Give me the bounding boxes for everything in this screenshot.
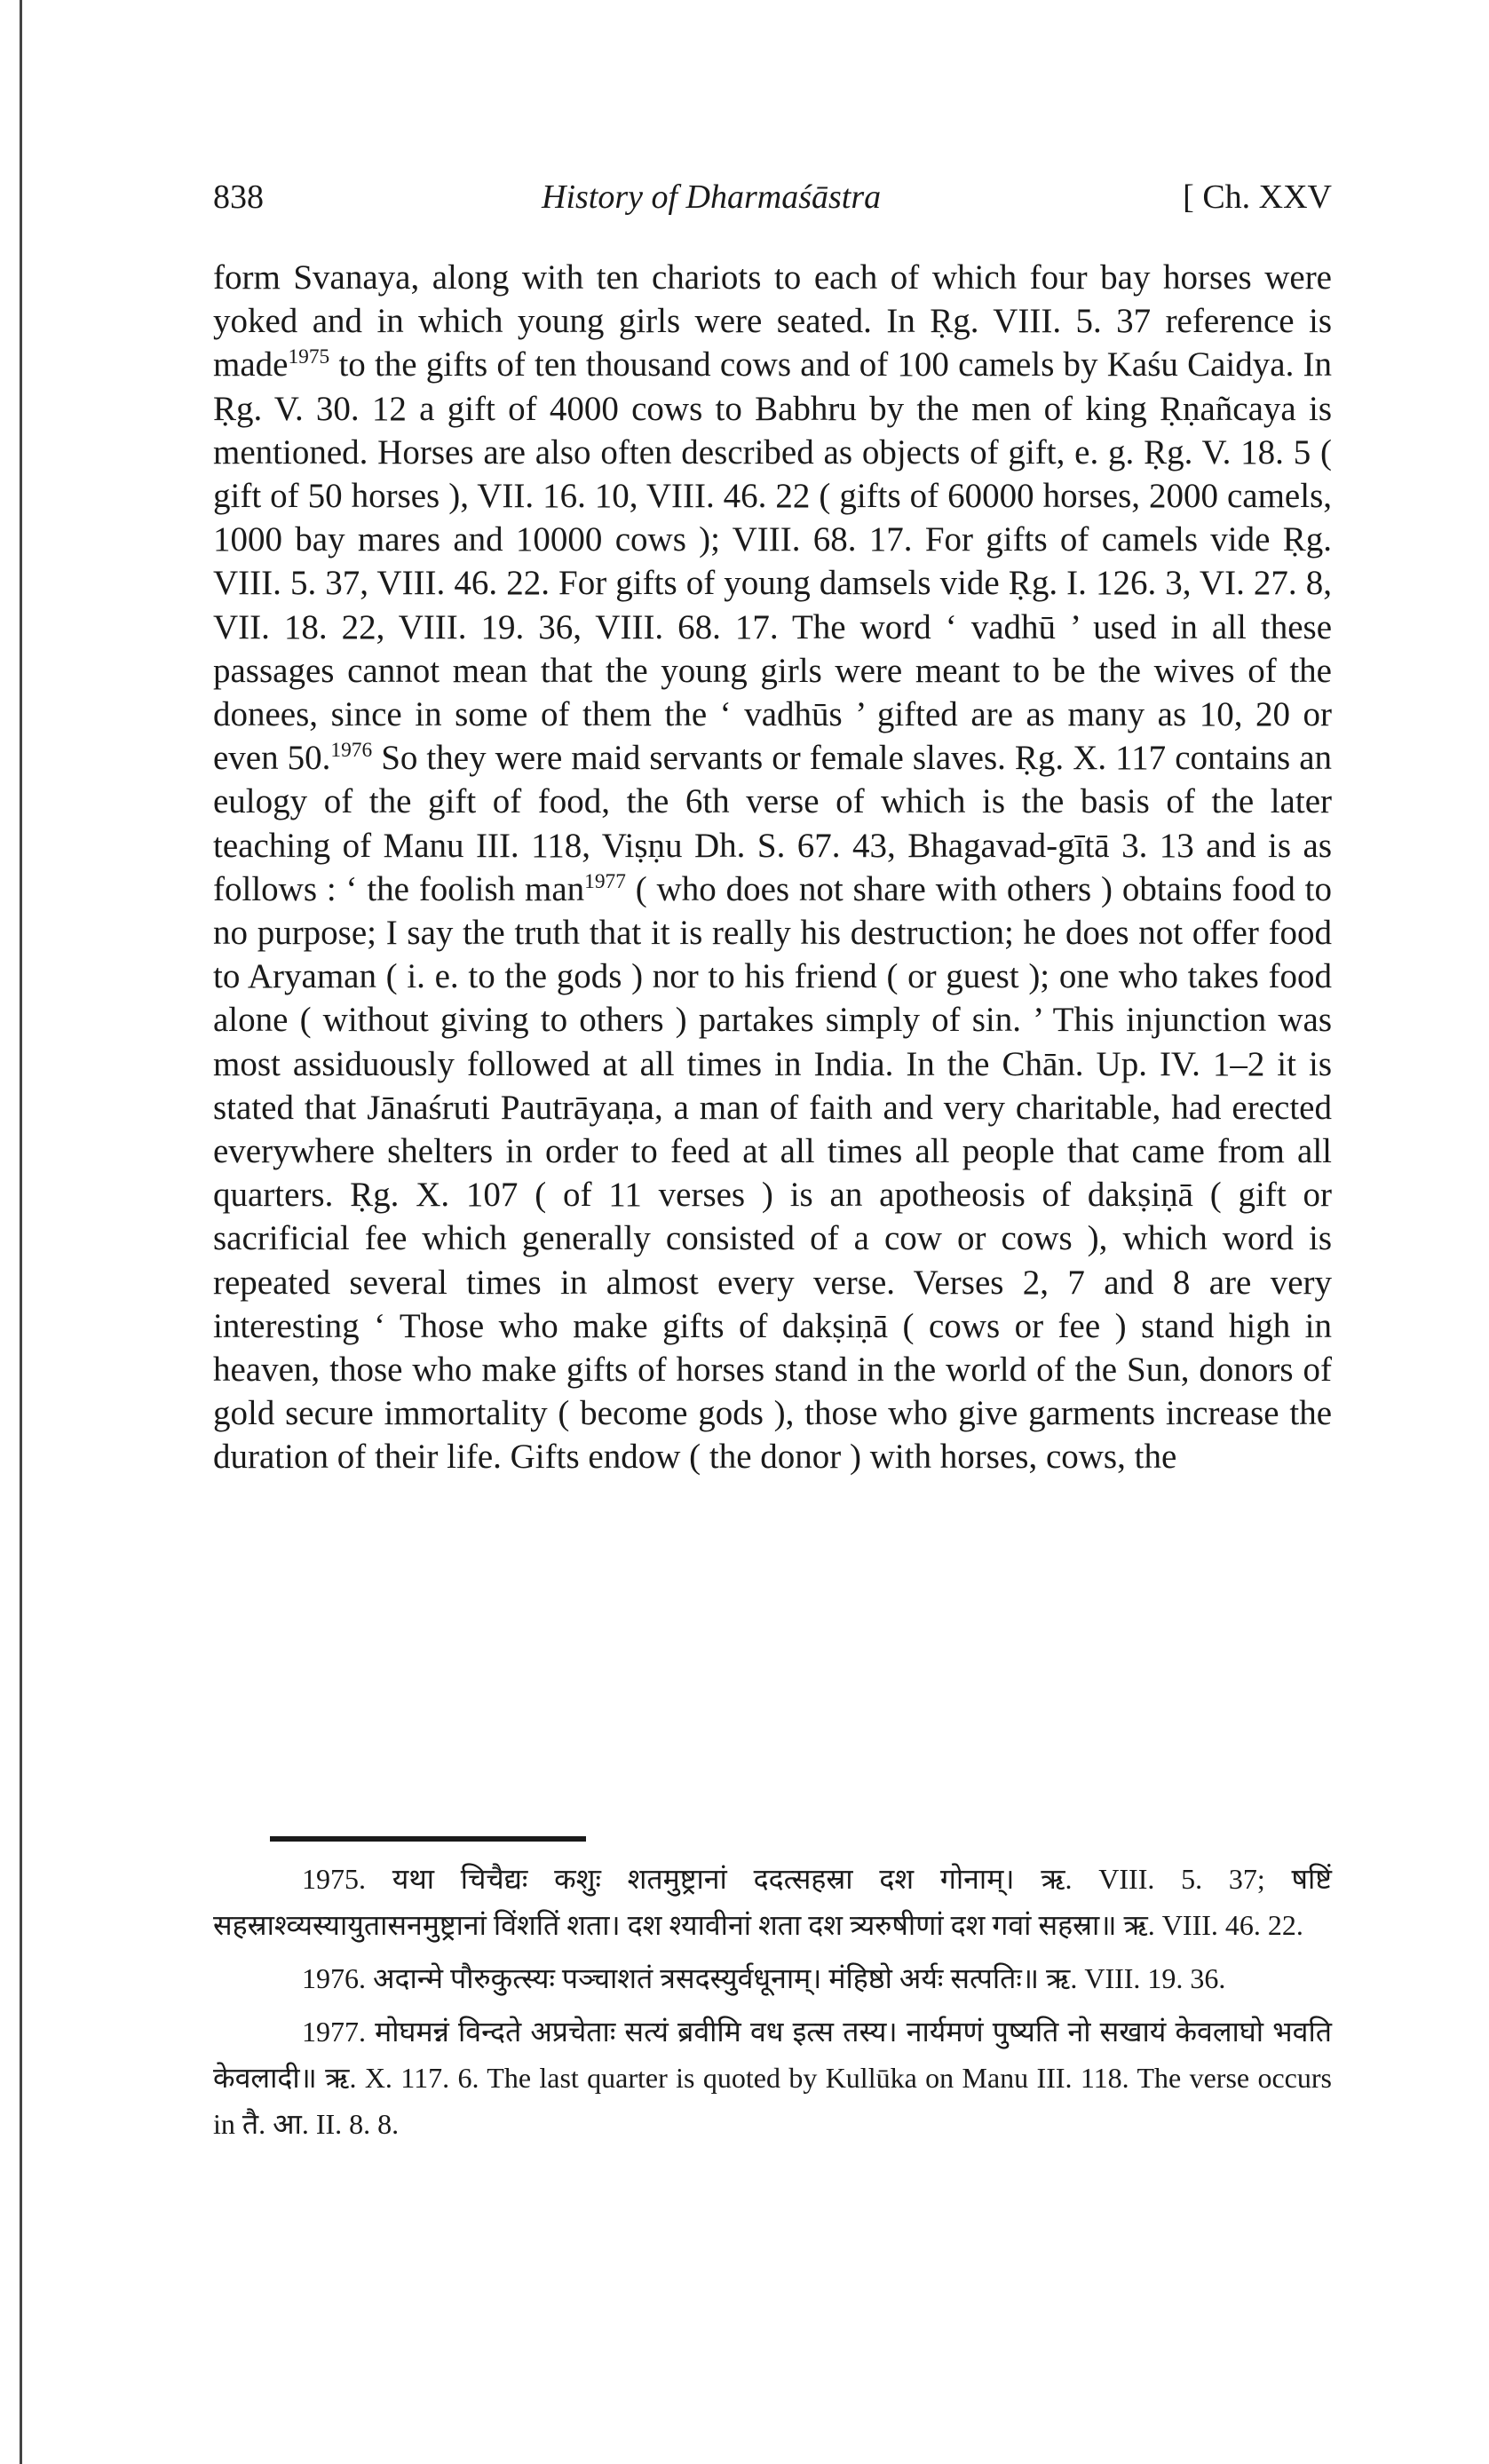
page-number: 838 <box>213 178 264 216</box>
footnotes <box>213 1856 1332 2154</box>
body-paragraph: form Svanaya, along with ten chariots to each of which four bay horses were yoked and in which young girls were seated. In Ṛg. VIII. 5. 37 reference is made$^{1975}$ to the gifts of ten thousand cows and of 100 camels by Kaśu Caidya. In Ṛg. V. 30. 12 a gift of 4000 cows to Babhru by the men of king Ṛṇañcaya is mentioned. Horses are also often described as objects of gift, e. g. Ṛg. V. 18. 5 ( gift of 50 horses ), VII. 16. 10, VIII. 46. 22 ( gifts of 60000 horses, 2000 camels, 1000 bay mares and 10000 cows ); VIII. 68. 17. For gifts of camels vide Ṛg. VIII. 5. 37, VIII. 46. 22. For gifts of young damsels vide Ṛg. I. 126. 3, VI. 27. 8, VII. 18. 22, VIII. 19. 36, VIII. 68. 17. The word ‘ vadhū ’ used in all these passages cannot mean that the young girls were meant to be the wives of the donees, since in some of them the ‘ vadhūs ’ gifted are as many as 10, 20 or even 50.$^{1976}$ So they were maid servants or female slaves. Ṛg. X. 117 contains an eulogy of the gift of food, the 6th verse of which is the basis of the later teaching of Manu III. 118, Viṣṇu Dh. S. 67. 43, Bhagavad-gītā 3. 13 and is as follows : ‘ the foolish man$^{1977}$ ( who does not share with others ) obtains food to no purpose; I say the truth that it is really his destruction; he does not offer food to Aryaman ( i. e. to the gods ) nor to his friend ( or guest ); one who takes food alone ( without giving to others ) partakes simply of sin. ’ This injunction was most assiduously followed at all times in India. In the Chān. Up. IV. 1–2 it is stated that Jānaśruti Pautrāyaṇa, a man of faith and very charitable, had erected everywhere shelters in order to feed at all times all people that came from all quarters. Ṛg. X. 107 ( of 11 verses ) is an apotheosis of dakṣiṇā ( gift or sacrificial fee which generally consisted of a cow or cows ), which word is repeated several times in almost every verse. Verses 2, 7 and 8 are very interesting ‘ Those who make gifts of dakṣiṇā ( cows or fee ) stand high in heaven, those who make gifts of horses stand in the world of the Sun, donors of gold secure immortality ( become gods ), those who give garments increase the duration of their life. Gifts endow ( the donor ) with horses, cows, the <box>213 258 1333 1477</box>
footnote-1975: 1975. यथा चिचैद्यः कशुः शतमुष्ट्रानां ददत्सहस्रा दश गोनाम्। ऋ. VIII. 5. 37; षष्टिं सहस्राश्व्यस्यायुतासनमुष्ट्रानां विंशतिं शता। दश श्यावीनां शता दश त्र्यरुषीणां दश गवां सहस्रा॥ ऋ. VIII. 46. 22. <box>213 1863 1332 1941</box>
running-title: History of Dharmaśāstra <box>542 178 882 216</box>
footnote-separator <box>270 1836 586 1842</box>
page-binding-line <box>20 0 22 2464</box>
footnote-1977: 1977. मोघमन्नं विन्दते अप्रचेताः सत्यं ब्रवीमि वध इत्स तस्य। नार्यमणं पुष्यति नो सखायं केवलाघो भवति केवलादी॥ ऋ. X. 117. 6. The last quarter is quoted by Kullūka on Manu III. 118. The verse occurs in तै. आ. II. 8. 8. <box>213 2016 1332 2140</box>
page-header <box>213 178 1332 231</box>
main-text <box>213 256 1332 1479</box>
footnote-ref-1976[interactable]: 1976 <box>330 739 373 763</box>
footnote-1976: 1976. अदान्मे पौरुकुत्स्यः पञ्चाशतं त्रसदस्युर्वधूनाम्। मंहिष्ठो अर्यः सत्पतिः॥ ऋ. VIII. 19. 36. <box>302 1962 1226 1994</box>
footnote-ref-1975[interactable]: 1975 <box>288 345 330 369</box>
chapter-label: [ Ch. XXV <box>1183 178 1332 216</box>
footnote-ref-1977[interactable]: 1977 <box>584 869 626 893</box>
